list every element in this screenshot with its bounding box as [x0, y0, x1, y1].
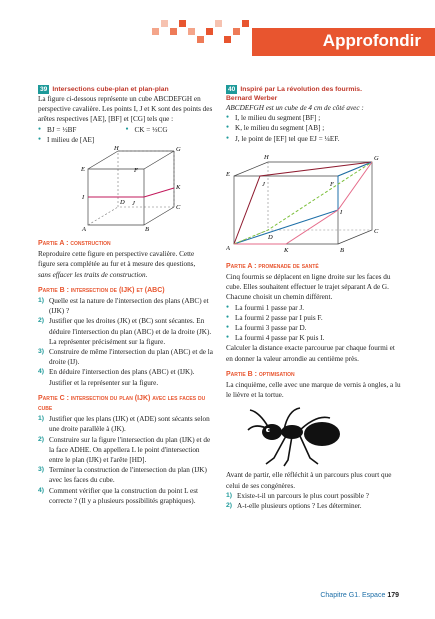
part-b-heading: Partie B : optimisation [226, 370, 295, 378]
ant-1: ● La fourmi 1 passe par J. [226, 303, 402, 313]
label-a: A [226, 244, 230, 252]
bullet-j: ● J, le point de [EF] tel que EJ = ¼EF. [226, 134, 402, 144]
question-c2: 2) Construire sur la figure l'intersection du plan (IJK) et de la face ADHE. On appellera L le point d'intersection entre le plan (IJK) et l'arête [HD]. [38, 435, 211, 465]
part-a-heading: Partie A : promenade de santé [226, 262, 319, 270]
exercise-number: 39 [40, 86, 48, 93]
part-a-end: Calculer la distance exacte parcourue par chaque fourmi et en donner la valeur arrondie au centième près. [226, 344, 395, 363]
title-box [252, 28, 435, 56]
section-title: Approfondir [322, 31, 421, 50]
label-a: A [82, 226, 86, 234]
part-a-text: Cinq fourmis se déplacent en ligne droite sur les faces du cube. Elles souhaitent effectuer le trajet séparant A de G. Chacune choisit un chemin différent. [226, 273, 391, 302]
part-c-heading: Partie C : intersection du plan (IJK) avec les faces du cube [38, 394, 206, 413]
ant-illustration [226, 400, 402, 470]
label-j: J [132, 200, 135, 208]
question-text: En déduire l'intersection des plans (ABC) et (IJK). Justifier et la représenter sur la figure. [49, 368, 195, 387]
question-text: A-t-elle plusieurs options ? Les déterminer. [237, 502, 362, 511]
label-e: E [226, 170, 230, 178]
exercise-title: Inspiré par La révolution des fourmis. [240, 86, 362, 93]
exercise-40-header [226, 85, 402, 94]
label-k: K [284, 246, 289, 254]
question-c1: 1) Justifier que les plans (IJK) et (ADE) sont sécants selon une droite parallèle à (JK). [38, 415, 210, 434]
ant-4: ● La fourmi 4 passe par K puis I. [226, 333, 402, 343]
question-b1: 1) Quelle est la nature de l'intersection des plans (ABC) et (IJK) ? [38, 297, 209, 316]
part-a-text: Reproduire cette figure en perspective cavalière. Cette figure sera complétée au fur et à mesure des questions, [38, 250, 196, 269]
question-text: Construire sur la figure l'intersection du plan (IJK) et de la face ADHE. On appellera L le point d'intersection entre le plan (IJK) et l'arête [HD]. [49, 435, 211, 465]
question-text: Comment vérifier que la construction du point L est correcte ? (Il y a plusieurs possibilités graphiques). [49, 486, 199, 505]
page-footer [320, 592, 399, 599]
bullet-ck: ● CK = ⅓CG [126, 125, 214, 135]
bullet-k: ● K, le milieu du segment [AB] ; [226, 123, 402, 133]
exercise-intro: ABCDEFGH est un cube de 4 cm de côté avec : [226, 104, 364, 112]
label-b: B [340, 246, 344, 254]
exercise-40 [226, 85, 402, 511]
exercise-39 [38, 85, 213, 506]
label-g: G [176, 146, 181, 154]
question-b4: 4) En déduire l'intersection des plans (ABC) et (IJK). Justifier et la représenter sur la figure. [38, 368, 195, 387]
footer-chapter: Chapitre G1. [320, 592, 361, 599]
footer-section: Espace [362, 592, 386, 599]
cube-figure-40 [226, 144, 402, 256]
question-b3: 3) Construire de même l'intersection du plan (ABC) et de la droite (IJ). [38, 348, 213, 367]
label-d: D [268, 233, 273, 241]
question-text: Quelle est la nature de l'intersection des plans (ABC) et (IJK) ? [49, 297, 209, 316]
exercise-39-header [38, 85, 213, 94]
question-text: Justifier que les droites (JK) et (BC) sont sécantes. En déduire l'intersection du plan (ABC) et de la droite (JK). La représenter précisément sur la figure. [49, 317, 212, 346]
question-text: Existe-t-il un parcours le plus court possible ? [237, 491, 369, 500]
part-a-text-italic: sans effacer les traits de construction. [38, 270, 148, 279]
label-b: B [145, 226, 149, 234]
label-i: I [82, 194, 85, 202]
question-b1: 1) Existe-t-il un parcours le plus court possible ? [226, 491, 369, 500]
part-b-text-2: Avant de partir, elle réfléchit à un parcours plus court que celui de ses congénères. [226, 471, 392, 490]
label-h: H [114, 145, 119, 153]
question-text: Construire de même l'intersection du plan (ABC) et de la droite (IJ). [49, 348, 213, 367]
label-j: J [262, 180, 265, 188]
cube-figure-39 [38, 145, 213, 233]
label-g: G [374, 154, 379, 162]
page-banner [0, 0, 435, 58]
ant-2: ● La fourmi 2 passe par I puis F. [226, 313, 402, 323]
bullet-bj: ● BJ = ½BF [38, 125, 126, 135]
question-text: Terminer la construction de l'intersection du plan (IJK) avec les faces du cube. [49, 466, 207, 485]
label-c: C [374, 227, 379, 235]
page-number: 179 [387, 592, 399, 599]
label-f: F [134, 167, 138, 175]
exercise-number: 40 [228, 86, 236, 93]
question-c4: 4) Comment vérifier que la construction du point L est correcte ? (Il y a plusieurs possibilités graphiques). [38, 486, 199, 505]
label-h: H [264, 153, 269, 161]
label-k: K [176, 184, 181, 192]
exercise-intro: La figure ci-dessous représente un cube ABCDEFGH en perspective cavalière. Les points I, J et K sont des points des arêtes respectives [AE], [BF] et [CG] tels que : [38, 95, 213, 124]
label-e: E [81, 166, 85, 174]
question-c3: 3) Terminer la construction de l'intersection du plan (IJK) avec les faces du cube. [38, 466, 207, 485]
label-d: D [120, 199, 125, 207]
part-b-text: La cinquième, celle avec une marque de vernis à ongles, a lu le lièvre et la tortue. [226, 381, 401, 400]
bullet-i: ● I milieu de [AE] [38, 135, 213, 145]
label-f: F [330, 180, 334, 188]
label-i: I [340, 208, 343, 216]
label-c: C [176, 204, 181, 212]
question-b2: 2) A-t-elle plusieurs options ? Les déterminer. [226, 502, 362, 511]
exercise-author: Bernard Werber [226, 95, 278, 102]
part-a-heading: Partie A : construction [38, 240, 111, 248]
question-b2: 2) Justifier que les droites (JK) et (BC) sont sécantes. En déduire l'intersection du plan (ABC) et de la droite (JK). La représenter précisément sur la figure. [38, 317, 212, 346]
question-text: Justifier que les plans (IJK) et (ADE) sont sécants selon une droite parallèle à (JK). [49, 415, 210, 434]
bullet-i: ● I, le milieu du segment [BF] ; [226, 113, 402, 123]
ant-3: ● La fourmi 3 passe par D. [226, 323, 402, 333]
exercise-title: Intersections cube-plan et plan-plan [52, 86, 169, 93]
part-b-heading: Partie B : intersection de (IJK) et (ABC) [38, 286, 165, 294]
